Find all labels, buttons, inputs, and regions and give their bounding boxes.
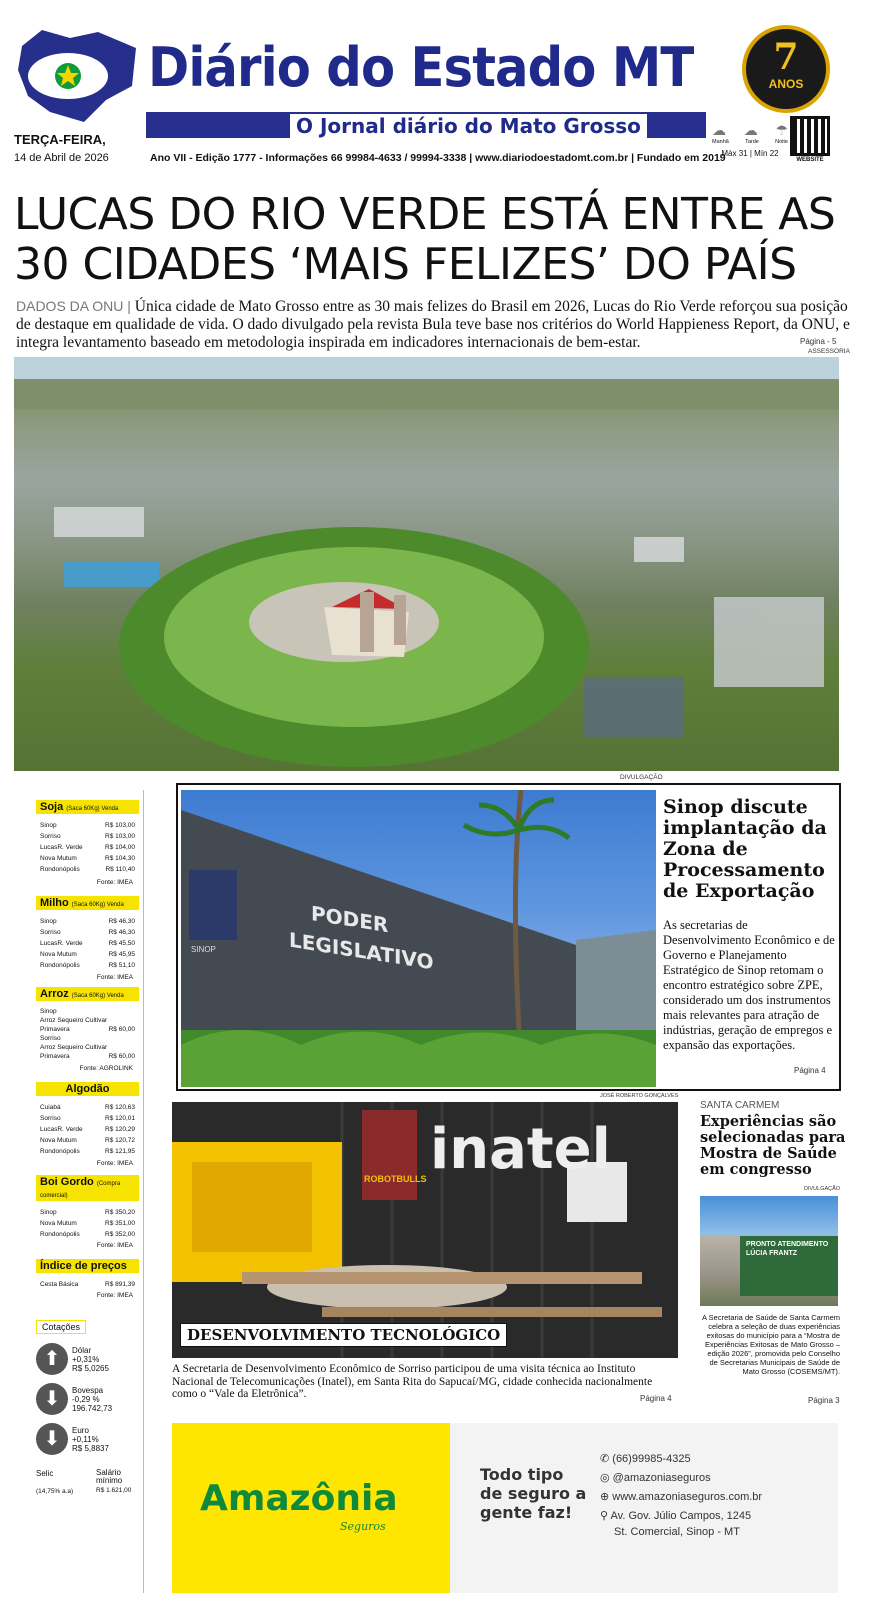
instagram-icon: ◎ [600, 1472, 610, 1484]
cotacoes-header: Cotações [36, 1320, 86, 1334]
newspaper-title: Diário do Estado MT [148, 36, 694, 99]
phone-icon: ✆ [600, 1453, 610, 1465]
milho-source: Fonte: IMEA [96, 974, 133, 981]
soja-row: Sinop R$ 103,00 [40, 822, 135, 829]
main-lead [16, 297, 858, 352]
weather-night-label: Noite [775, 139, 788, 145]
cloud-sun-icon: ☁ [712, 122, 726, 138]
ad-brand-sub: Seguros [340, 1520, 386, 1533]
arroz-source: Fonte: AGROLINK [79, 1065, 133, 1072]
milho-row: Sinop R$ 46,30 [40, 918, 135, 925]
arrow-down-icon: ⬇ [36, 1423, 68, 1455]
arrow-up-icon: ⬆ [36, 1343, 68, 1375]
ad-brand: Amazônia [200, 1478, 398, 1519]
health-unit-photo [700, 1196, 838, 1306]
milho-header: Milho (Saca 60Kg) Venda [36, 896, 139, 910]
boi-row: Sinop R$ 350,20 [40, 1209, 135, 1216]
santa-carmem-page-ref: Página 3 [808, 1396, 840, 1405]
salario-value: R$ 1.621,00 [96, 1487, 132, 1494]
arroz-row: Primavera R$ 60,00 [40, 1053, 135, 1060]
arrow-down-icon: ⬇ [36, 1383, 68, 1415]
soja-row: Nova Mutum R$ 104,30 [40, 855, 135, 862]
legislative-sign: PODER LEGISLATIVO [289, 901, 434, 975]
sinop-page-ref: Página 4 [794, 1066, 826, 1075]
market-sidebar [12, 790, 144, 1593]
indice-source: Fonte: IMEA [96, 1292, 133, 1299]
arroz-row: Primavera R$ 60,00 [40, 1026, 135, 1033]
selic-label: Selic [36, 1469, 54, 1478]
sinop-photo-credit: JOSÉ ROBERTO GONÇALVES [600, 1093, 679, 1099]
weather-widget [712, 122, 788, 158]
santa-carmem-credit: DIVULGAÇÃO [804, 1186, 841, 1192]
edition-weekday: TERÇA-FEIRA, [14, 132, 106, 147]
milho-row: LucasR. Verde R$ 45,50 [40, 940, 135, 947]
algodao-row: Sorriso R$ 120,01 [40, 1115, 135, 1122]
ad-slogan: Todo tipo de seguro a gente faz! [480, 1465, 587, 1522]
milho-row: Sorriso R$ 46,30 [40, 929, 135, 936]
newspaper-tagline: O Jornal diário do Mato Grosso [290, 114, 647, 138]
edition-date: 14 de Abril de 2026 [14, 152, 109, 164]
weather-temps: Máx 31 | Mín 22 [721, 149, 779, 158]
qr-label: WEBSITE [796, 157, 824, 163]
legislative-building-photo [181, 790, 656, 1087]
state-map-logo [10, 26, 140, 126]
city-aerial-photo [14, 357, 839, 771]
weather-afternoon-label: Tarde [745, 139, 759, 145]
inatel-text: A Secretaria de Desenvolvimento Econômico de Sorriso participou de uma visita técnica ao Instituto Nacional de Telecomunicações (Inatel), em Santa Rita do Sapucaí/MG, cidade conhecida nacionalmente como o “Vale da Eletrônica”. [172, 1363, 653, 1400]
ad-phone[interactable]: (66)99985-4325 [612, 1453, 691, 1465]
cloud-rain-icon: ☂ [775, 122, 788, 138]
arroz-header: Arroz (Saca 60Kg) Venda [36, 987, 139, 1001]
arroz-row: Sinop [40, 1008, 57, 1015]
soja-source: Fonte: IMEA [96, 879, 133, 886]
robotbulls-sign: ROBOTBULLS [364, 1174, 427, 1184]
globe-icon: ⊕ [600, 1491, 610, 1503]
inatel-page-ref: Página 4 [640, 1394, 672, 1403]
ad-contacts [600, 1450, 762, 1538]
santa-carmem-text: A Secretaria de Saúde de Santa Carmem celebra a seleção de duas experiências exitosas do município para a “Mostra de Experiências Exitosas de Mato Grosso – edição 2026”, promovida pelo Conselho de Secretarias Municipais de Saúde de Mato Grosso (COSEMS/MT). [702, 1313, 840, 1376]
anniversary-label: ANOS [768, 77, 804, 91]
algodao-header: Algodão [36, 1082, 139, 1096]
ad-address-line2: St. Comercial, Sinop - MT [614, 1526, 740, 1538]
inatel-lab-photo [172, 1102, 678, 1358]
location-pin-icon: ⚲ [600, 1510, 609, 1522]
sinop-headline[interactable]: Sinop discute implantação da Zona de Processamento de Exportação [663, 796, 827, 902]
qr-code[interactable] [790, 116, 830, 156]
cloud-icon: ☁ [743, 122, 758, 138]
salario-label: Salário mínimo [96, 1468, 123, 1485]
weather-morning-label: Manhã [712, 139, 729, 145]
cotacao-item: ⬇ Euro +0,11% R$ 5,8837 [36, 1423, 143, 1455]
algodao-source: Fonte: IMEA [96, 1160, 133, 1167]
selic-value: (14,75% a.a) [36, 1488, 74, 1495]
santa-carmem-headline[interactable]: Experiências são selecionadas para Mostra de Saúde em congresso [700, 1113, 846, 1178]
inatel-sign: inatel [430, 1117, 611, 1182]
soja-header: Soja (Saca 60Kg) Venda [36, 800, 139, 814]
main-photo-credit-bottom: DIVULGAÇÃO [620, 774, 663, 781]
arroz-row: Arroz Sequeiro Cultivar [40, 1044, 108, 1051]
boi-row: Nova Mutum R$ 351,00 [40, 1220, 135, 1227]
algodao-row: Nova Mutum R$ 120,72 [40, 1137, 135, 1144]
boi-source: Fonte: IMEA [96, 1242, 133, 1249]
algodao-row: Rondonópolis R$ 121,95 [40, 1148, 135, 1155]
soja-row: LucasR. Verde R$ 104,00 [40, 844, 135, 851]
ad-instagram[interactable]: @amazoniaseguros [612, 1472, 711, 1484]
milho-row: Rondonópolis R$ 51,10 [40, 962, 135, 969]
cotacao-item: ⬇ Bovespa -0,29 % 196.742,73 [36, 1383, 143, 1415]
indice-header: Índice de preços [36, 1259, 139, 1273]
arroz-row: Sorriso [40, 1035, 61, 1042]
santa-carmem-kicker: SANTA CARMEM [700, 1100, 780, 1111]
milho-row: Nova Mutum R$ 45,95 [40, 951, 135, 958]
anniversary-seal [742, 25, 830, 113]
boi-row: Rondonópolis R$ 352,00 [40, 1231, 135, 1238]
soja-row: Rondonópolis R$ 110,40 [40, 866, 135, 873]
algodao-row: Cuiabá R$ 120,63 [40, 1104, 135, 1111]
algodao-row: LucasR. Verde R$ 120,29 [40, 1126, 135, 1133]
main-page-ref: Página - 5 [800, 337, 837, 346]
arroz-row: Arroz Sequeiro Cultivar [40, 1017, 108, 1024]
main-photo-credit: ASSESSORIA [808, 348, 850, 355]
anniversary-number: 7 [773, 36, 799, 78]
ad-address-line1: Av. Gov. Júlio Campos, 1245 [610, 1510, 752, 1522]
ad-site[interactable]: www.amazoniaseguros.com.br [612, 1491, 763, 1503]
health-unit-sign: PRONTO ATENDIMENTO LÚCIA FRANTZ [746, 1241, 829, 1257]
edition-info-line: Ano VII - Edição 1777 - Informações 66 99984-4633 / 99994-3338 | www.diariodoestadomt.com.br | Fundado em 2019 [150, 152, 726, 164]
boi-header: Boi Gordo (Compra comercial) [36, 1175, 139, 1201]
main-lead-text: Única cidade de Mato Grosso entre as 30 mais felizes do Brasil em 2026, Lucas do Rio Verde reforçou sua posição de destaque em qualidade de vida. O dado divulgado pela revista Bula teve base nos critérios do World Happieness Report, da ONU, e integra levantamento baseado em metodologia inspirada em indicadores internacionais de bem-estar. [16, 298, 850, 351]
main-kicker: DADOS DA ONU | [16, 298, 131, 314]
main-headline[interactable]: LUCAS DO RIO VERDE ESTÁ ENTRE AS 30 CIDADES ‘MAIS FELIZES’ DO PAÍS [14, 189, 836, 290]
sinop-text: As secretarias de Desenvolvimento Econômico e de Governo e Planejamento Estratégico de Sinop retomam o encontro estratégico sobre ZPE, considerado um dos instrumentos mais relevantes para atração de indústrias, geração de empregos e expansão das exportações. [663, 918, 835, 1052]
cotacao-item: ⬆ Dólar +0,31% R$ 5,0265 [36, 1343, 143, 1375]
sinop-crest-label: SINOP [191, 945, 216, 954]
soja-row: Sorriso R$ 103,00 [40, 833, 135, 840]
inatel-banner: DESENVOLVIMENTO TECNOLÓGICO [180, 1323, 507, 1347]
indice-row: Cesta Básica R$ 891,39 [40, 1281, 135, 1288]
